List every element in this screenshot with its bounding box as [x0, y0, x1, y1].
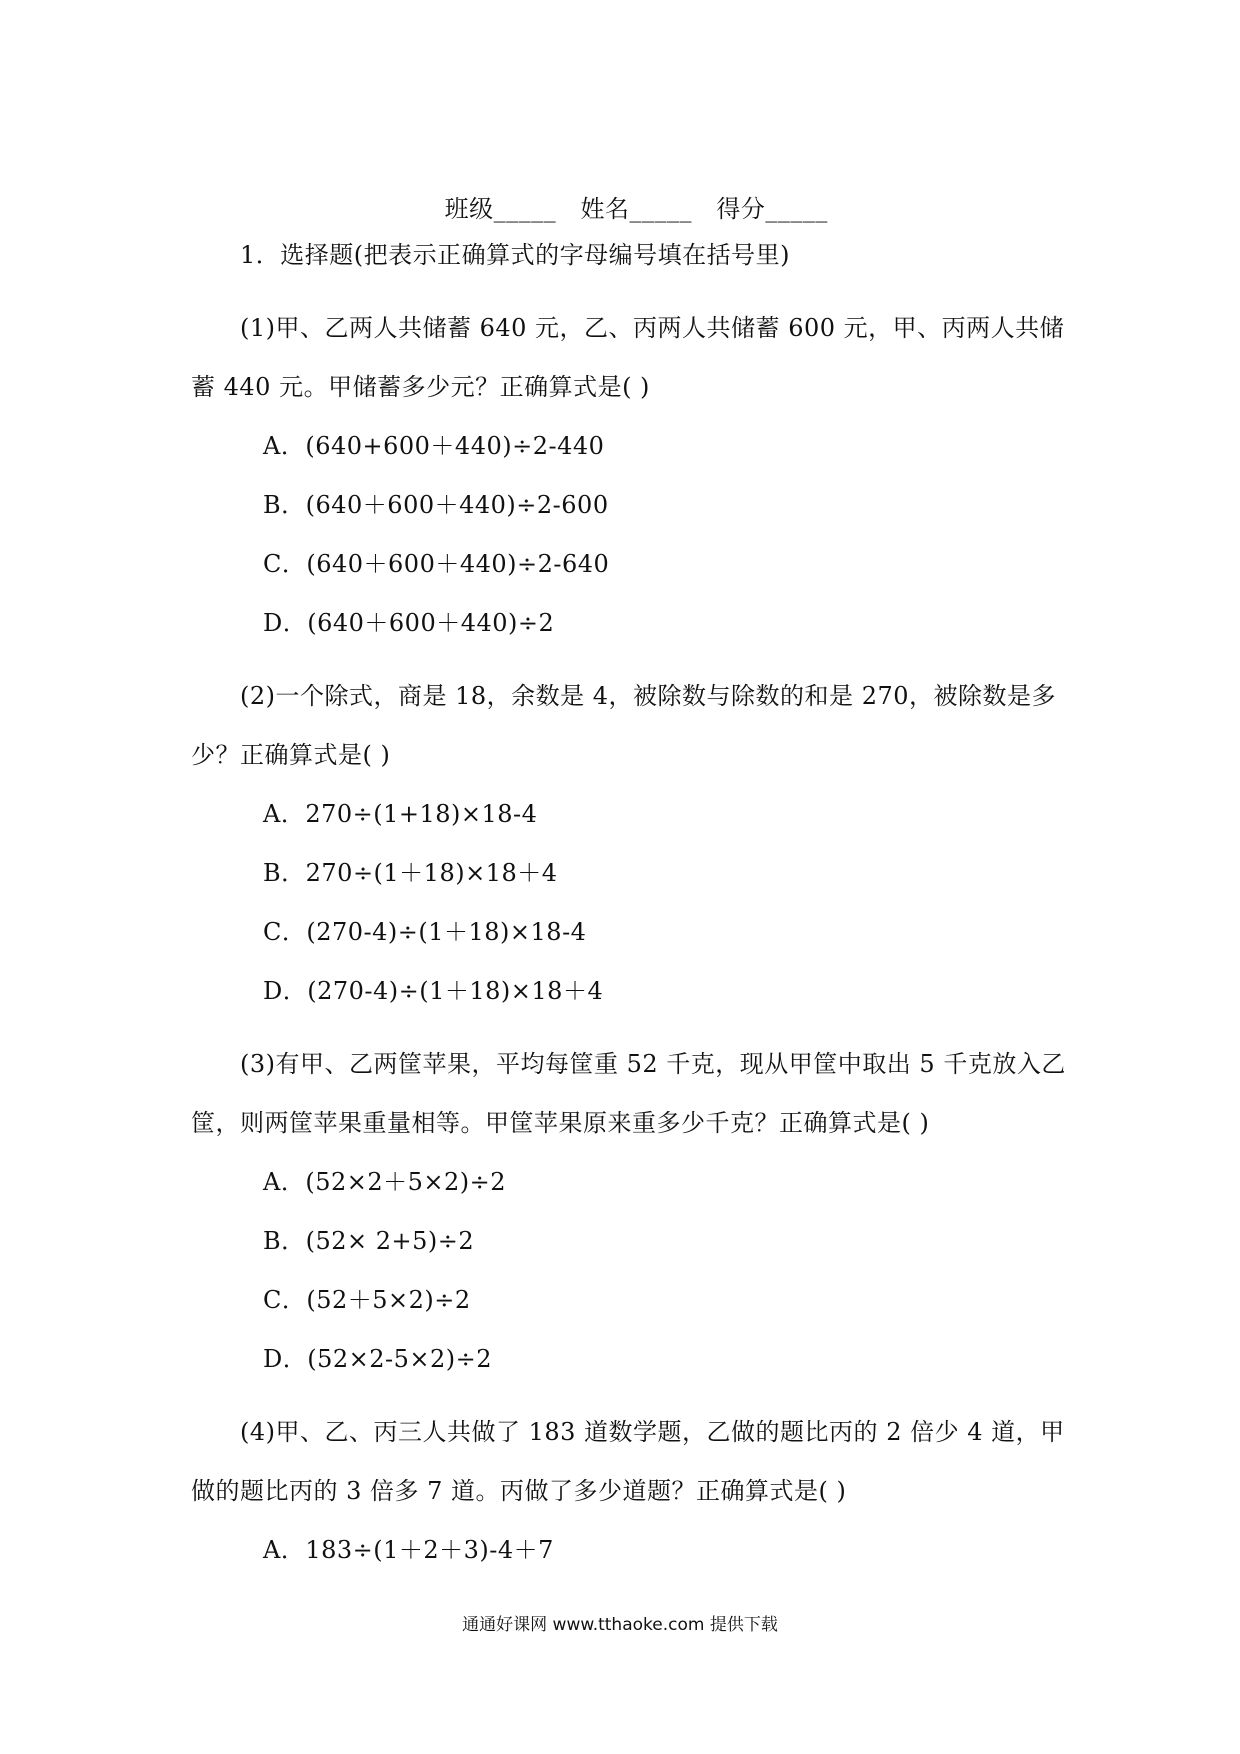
- question-3-option-a: A．(52×2＋5×2)÷2: [263, 1168, 507, 1196]
- question-1-option-b: B．(640＋600＋440)÷2-600: [263, 491, 609, 519]
- question-1-line-1: (1)甲、乙两人共储蓄 640 元，乙、丙两人共储蓄 600 元，甲、丙两人共储: [240, 314, 1065, 342]
- score-field: 得分_____: [716, 195, 828, 223]
- section-title: 1．选择题(把表示正确算式的字母编号填在括号里): [240, 241, 790, 269]
- question-2-option-b: B．270÷(1＋18)×18＋4: [263, 859, 558, 887]
- question-3-option-d: D．(52×2-5×2)÷2: [263, 1345, 493, 1373]
- question-2-option-c: C．(270-4)÷(1＋18)×18-4: [263, 918, 587, 946]
- question-4-line-1: (4)甲、乙、丙三人共做了 183 道数学题，乙做的题比丙的 2 倍少 4 道，甲: [240, 1418, 1065, 1446]
- question-3-option-c: C．(52＋5×2)÷2: [263, 1286, 471, 1314]
- name-field: 姓名_____: [580, 195, 692, 223]
- page-footer: 通通好课网 www.tthaoke.com 提供下载: [462, 1615, 778, 1635]
- question-4-line-2: 做的题比丙的 3 倍多 7 道。丙做了多少道题？正确算式是( ): [191, 1477, 847, 1505]
- question-3-line-2: 筐，则两筐苹果重量相等。甲筐苹果原来重多少千克？正确算式是( ): [191, 1109, 930, 1137]
- question-1-option-c: C．(640＋600＋440)÷2-640: [263, 550, 610, 578]
- class-field: 班级_____: [444, 195, 557, 223]
- question-1-line-2: 蓄 440 元。甲储蓄多少元？正确算式是( ): [191, 373, 650, 401]
- question-2-line-1: (2)一个除式，商是 18，余数是 4，被除数与除数的和是 270，被除数是多: [240, 682, 1056, 710]
- question-1-option-a: A．(640+600＋440)÷2-440: [263, 432, 605, 460]
- question-1-option-d: D．(640＋600＋440)÷2: [263, 609, 555, 637]
- question-2-option-d: D．(270-4)÷(1＋18)×18＋4: [263, 977, 604, 1005]
- question-3-option-b: B．(52× 2+5)÷2: [263, 1227, 475, 1255]
- question-4-option-a: A．183÷(1＋2＋3)-4＋7: [263, 1536, 554, 1564]
- question-2-option-a: A．270÷(1+18)×18-4: [263, 800, 538, 828]
- question-3-line-1: (3)有甲、乙两筐苹果，平均每筐重 52 千克，现从甲筐中取出 5 千克放入乙: [240, 1050, 1066, 1078]
- question-2-line-2: 少？正确算式是( ): [191, 741, 391, 769]
